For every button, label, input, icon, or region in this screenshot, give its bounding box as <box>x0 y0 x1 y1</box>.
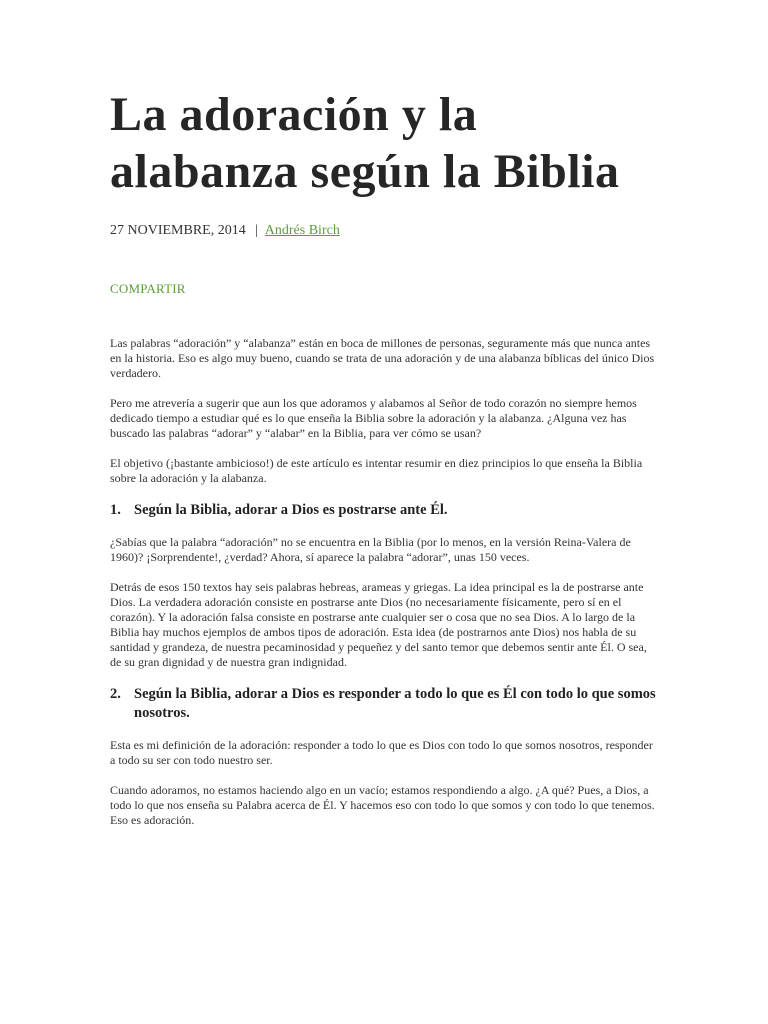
article <box>110 86 658 843</box>
paragraph: Esta es mi definición de la adoración: responder a todo lo que es Dios con todo lo que somos nosotros, responder a todo su ser con todo nuestro ser. <box>110 738 653 767</box>
section-heading <box>110 685 658 723</box>
paragraph: Pero me atrevería a sugerir que aun los que adoramos y alabamos al Señor de todo corazón no siempre hemos dedicado tiempo a estudiar qué es lo que enseña la Biblia sobre la adoración y la alabanza. ¿Alguna vez has buscado las palabras “adorar” y “alabar” en la Biblia, para ver cómo se usan? <box>110 396 637 440</box>
paragraph: Las palabras “adoración” y “alabanza” están en boca de millones de personas, seguramente más que nunca antes en la historia. Eso es algo muy bueno, cuando se trata de una adoración y de una alabanza bíblicas del único Dios verdadero. <box>110 336 655 380</box>
paragraph: ¿Sabías que la palabra “adoración” no se encuentra en la Biblia (por lo menos, en la versión Reina-Valera de 1960)? ¡Sorprendente!, ¿verdad? Ahora, sí aparece la palabra “adorar”, unas 150 veces. <box>110 535 631 564</box>
meta-separator: | <box>255 223 259 238</box>
article-title: La adoración y la alabanza según la Biblia <box>110 88 620 198</box>
section-number: 1. <box>110 502 121 518</box>
section-heading-text: Según la Biblia, adorar a Dios es postrarse ante Él. <box>134 502 448 518</box>
section-heading <box>110 501 658 520</box>
article-meta <box>110 222 658 240</box>
author-link[interactable]: Andrés Birch <box>264 223 340 238</box>
article-body <box>110 336 658 828</box>
section-number: 2. <box>110 686 121 702</box>
paragraph: Cuando adoramos, no estamos haciendo algo en un vacío; estamos respondiendo a algo. ¿A qué? Pues, a Dios, a todo lo que nos enseña su Palabra acerca de Él. Y hacemos eso con todo lo que somos y con todo lo que tenemos. Eso es adoración. <box>110 783 655 827</box>
paragraph: El objetivo (¡bastante ambicioso!) de este artículo es intentar resumir en diez principios lo que enseña la Biblia sobre la adoración y la alabanza. <box>110 456 643 485</box>
share-link[interactable]: COMPARTIR <box>110 281 186 296</box>
paragraph: Detrás de esos 150 textos hay seis palabras hebreas, arameas y griegas. La idea principal es la de postrarse ante Dios. La verdadera adoración consiste en postrarse ante Dios (no necesariamente físicamente, pero sí en el corazón). Y la adoración falsa consiste en postrarse ante cualquier ser o cosa que no sea Dios. A lo largo de la Biblia hay muchos ejemplos de ambos tipos de adoración. Esta idea (de postrarnos ante Dios) nos habla de su santidad y grandeza, de nuestra pecaminosidad y pequeñez y del santo temor que debemos sentir ante Él. O sea, de su gran dignidad y de nuestra gran indignidad. <box>110 580 647 669</box>
section-heading-text: Según la Biblia, adorar a Dios es responder a todo lo que es Él con todo lo que somos nosotros. <box>134 686 656 721</box>
publish-date: 27 NOVIEMBRE, 2014 <box>110 223 246 238</box>
